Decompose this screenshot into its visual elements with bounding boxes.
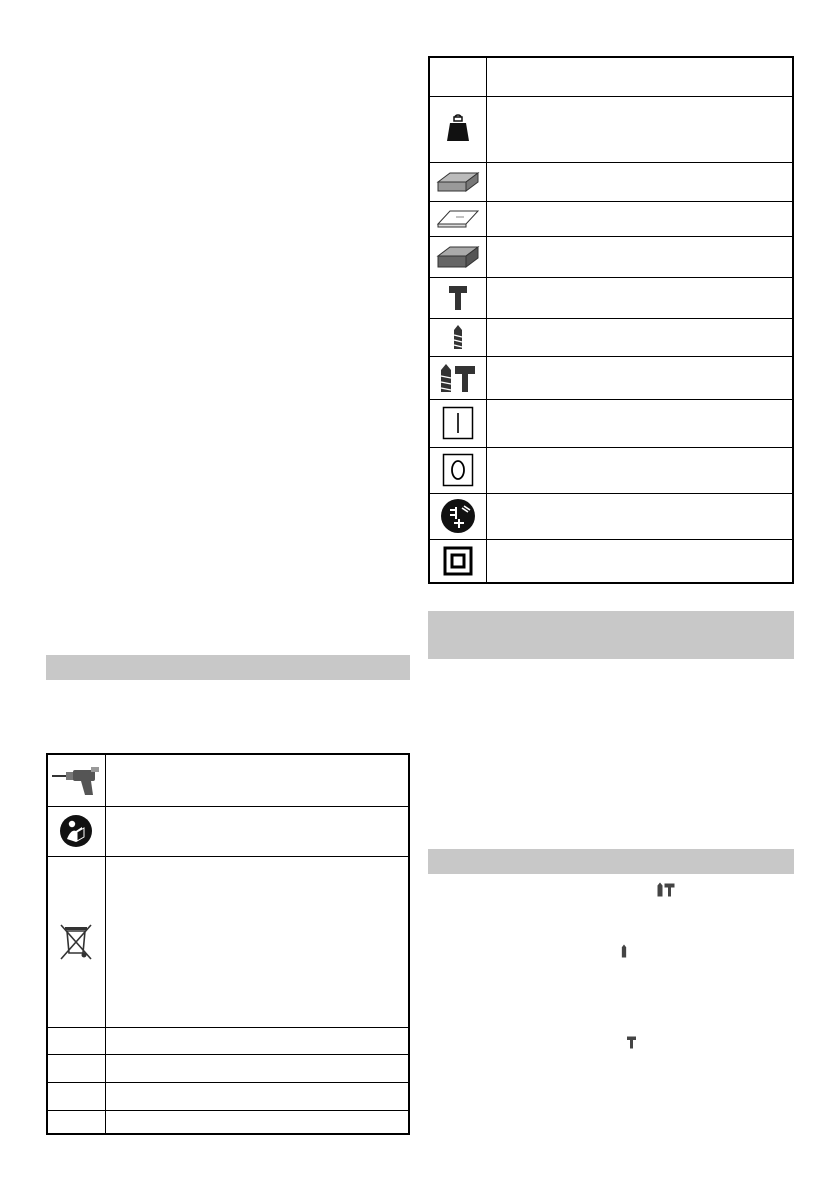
left-section-heading-bar <box>46 655 410 680</box>
drill-bit-mode-icon <box>621 944 627 963</box>
table-row <box>47 1110 409 1134</box>
table-row-text <box>486 96 793 162</box>
concrete-block-icon <box>430 170 486 194</box>
table-row <box>429 318 793 356</box>
masonry-brick-icon <box>430 244 486 270</box>
table-header-text-cell <box>486 57 793 96</box>
switch-off-icon <box>430 453 486 487</box>
table-row <box>429 162 793 201</box>
double-insulation-icon <box>430 546 486 576</box>
table-row <box>47 1082 409 1110</box>
read-manual-icon <box>48 814 105 848</box>
table-row-text <box>105 754 409 806</box>
table-row-text <box>486 539 793 583</box>
table-row <box>429 539 793 583</box>
table-row-text <box>486 318 793 356</box>
rotary-hammer-drill-icon <box>48 763 105 797</box>
table-header-row <box>429 57 793 96</box>
table-row <box>429 277 793 318</box>
table-row-text <box>486 356 793 399</box>
table-row-text <box>486 447 793 493</box>
crossed-out-wheelie-bin-icon <box>48 923 105 961</box>
table-row <box>47 806 409 856</box>
hammer-drill-mode-icon <box>657 882 675 902</box>
table-row-text <box>486 236 793 277</box>
table-row-text <box>105 806 409 856</box>
switch-on-icon <box>430 406 486 440</box>
unplug-before-work-icon <box>430 498 486 534</box>
thin-sheet-icon <box>430 208 486 230</box>
table-row-text <box>486 399 793 447</box>
hammer-mode-icon <box>430 285 486 311</box>
table-row <box>429 493 793 539</box>
right-section-heading-bar-large <box>428 611 794 659</box>
hammer-drill-mode-icon <box>430 363 486 393</box>
table-header-icon-cell <box>429 57 486 96</box>
table-row <box>47 754 409 806</box>
weight-icon <box>430 114 486 144</box>
table-row <box>429 236 793 277</box>
table-row-text <box>105 856 409 1027</box>
table-row-text <box>486 162 793 201</box>
table-row <box>429 447 793 493</box>
table-row <box>47 1054 409 1082</box>
table-row <box>47 856 409 1027</box>
table-row <box>429 96 793 162</box>
right-section-heading-bar <box>428 849 794 874</box>
drill-bit-mode-icon <box>430 324 486 350</box>
symbols-table-right <box>428 56 794 584</box>
table-row <box>429 356 793 399</box>
table-row-text <box>486 201 793 236</box>
table-row-text <box>486 493 793 539</box>
hammer-mode-icon <box>626 1036 637 1054</box>
table-row <box>429 399 793 447</box>
table-row <box>429 201 793 236</box>
symbols-table-left <box>46 753 410 1135</box>
table-row-text <box>486 277 793 318</box>
table-row <box>47 1027 409 1054</box>
